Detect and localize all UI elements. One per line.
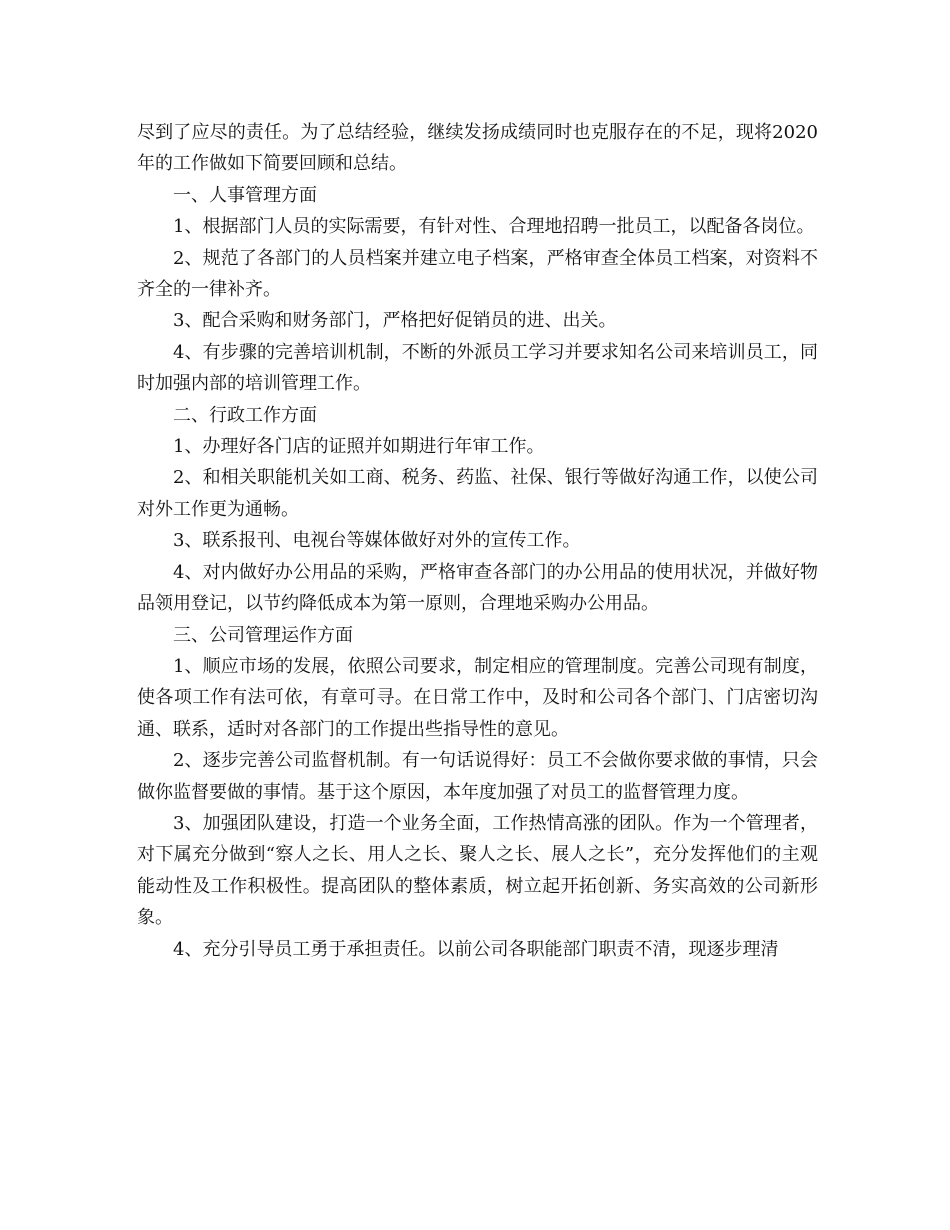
paragraph-management-1: 1、顺应市场的发展，依照公司要求，制定相应的管理制度。完善公司现有制度，使各项工作有法可依，有章可寻。在日常工作中，及时和公司各个部门、门店密切沟通、联系，适时对各部门的工作提出些指导性的意见。	[137, 655, 818, 740]
paragraph-hr-2: 2、规范了各部门的人员档案并建立电子档案，严格审查全体员工档案，对资料不齐全的一律补齐。	[137, 247, 818, 301]
paragraph-hr-1: 1、根据部门人员的实际需要，有针对性、合理地招聘一批员工，以配备各岗位。	[173, 216, 815, 238]
paragraph-hr-3: 3、配合采购和财务部门，严格把好促销员的进、出关。	[173, 310, 617, 332]
paragraph-management-3: 3、加强团队建设，打造一个业务全面，工作热情高涨的团队。作为一个管理者，对下属充分做到“察人之长、用人之长、聚人之长、展人之长”，充分发挥他们的主观能动性及工作积极性。提高团队的整体素质，树立起开拓创新、务实高效的公司新形象。	[137, 812, 818, 929]
paragraph-hr-4: 4、有步骤的完善培训机制，不断的外派员工学习并要求知名公司来培训员工，同时加强内部的培训管理工作。	[137, 341, 818, 395]
paragraph-management-2: 2、逐步完善公司监督机制。有一句话说得好：员工不会做你要求做的事情，只会做你监督要做的事情。基于这个原因，本年度加强了对员工的监督管理力度。	[137, 750, 818, 803]
section-heading-hr: 一、人事管理方面	[173, 184, 317, 206]
paragraph-management-4: 4、充分引导员工勇于承担责任。以前公司各职能部门职责不清，现逐步理清	[173, 938, 779, 960]
paragraph-admin-4: 4、对内做好办公用品的采购，严格审查各部门的办公用品的使用状况，并做好物品领用登记，以节约降低成本为第一原则，合理地采购办公用品。	[137, 561, 818, 615]
paragraph-continuation: 尽到了应尽的责任。为了总结经验，继续发扬成绩同时也克服存在的不足，现将2020年的工作做如下简要回顾和总结。	[137, 122, 818, 175]
section-heading-admin: 二、行政工作方面	[173, 404, 317, 426]
paragraph-admin-1: 1、办理好各门店的证照并如期进行年审工作。	[173, 436, 545, 458]
paragraph-admin-2: 2、和相关职能机关如工商、税务、药监、社保、银行等做好沟通工作，以使公司对外工作更为通畅。	[137, 467, 818, 520]
paragraph-admin-3: 3、联系报刊、电视台等媒体做好对外的宣传工作。	[173, 530, 581, 552]
section-heading-management: 三、公司管理运作方面	[173, 624, 353, 646]
